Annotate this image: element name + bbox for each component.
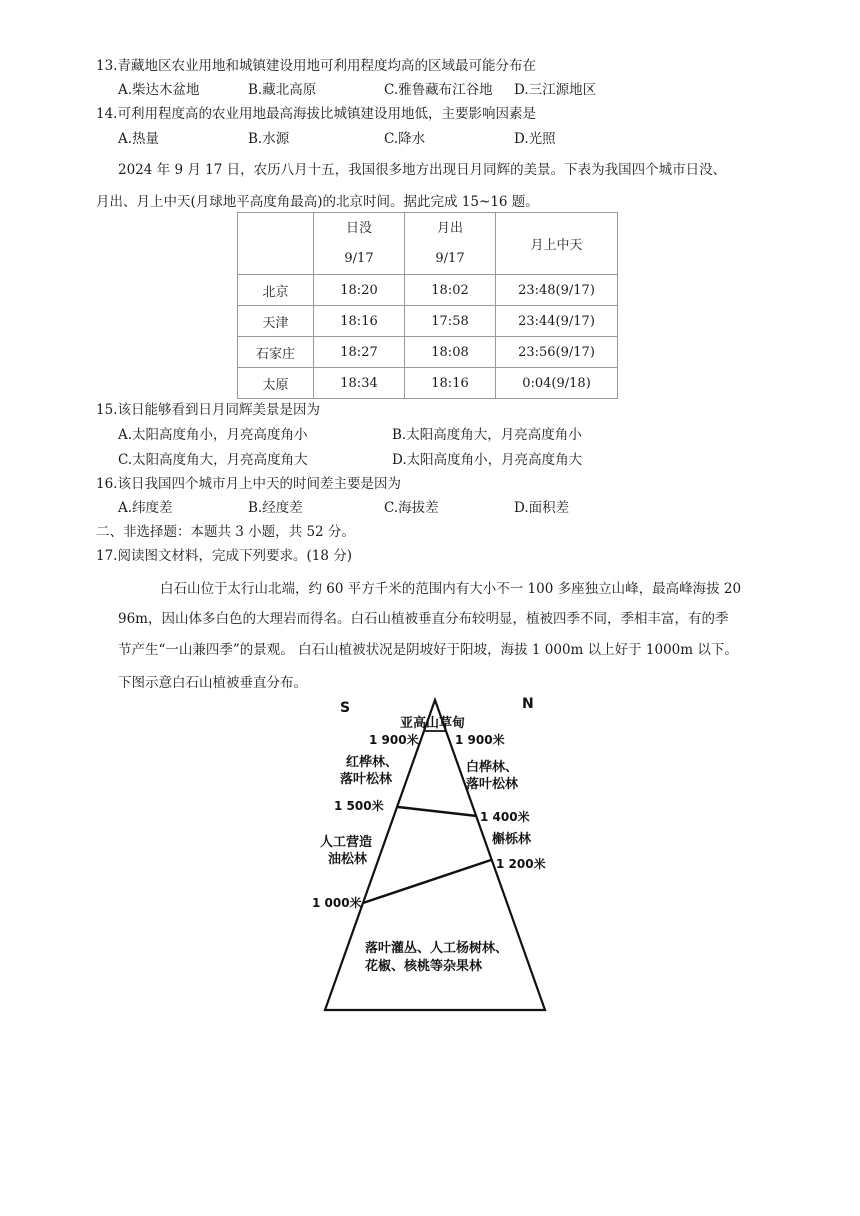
table-row (238, 306, 618, 337)
intro-line-1: 2024 年 9 月 17 日，农历八月十五，我国很多地方出现日月同辉的美景。下表为我国四个城市日没、 (118, 162, 727, 178)
table-cell-culmination: 23:48(9/17) (496, 275, 618, 306)
table-cell-sunset: 18:16 (314, 306, 405, 337)
zone-south-mid-1: 人工营造 (320, 835, 373, 850)
zone-south-upper-1: 红桦林、 (346, 755, 399, 770)
table-cell-culmination: 23:44(9/17) (496, 306, 618, 337)
table-cell-moonrise: 18:16 (405, 368, 496, 399)
table-row (238, 337, 618, 368)
table-cell-city: 石家庄 (238, 337, 314, 368)
table-cell-sunset: 18:27 (314, 337, 405, 368)
table-cell-moonrise: 18:08 (405, 337, 496, 368)
zone-north-upper-1: 白桦林、 (466, 760, 519, 775)
south-alt-1500: 1 500米 (334, 799, 384, 813)
q16-option-a: A.纬度差 (118, 500, 173, 516)
zone-north-mid: 槲栎林 (492, 832, 532, 847)
q15-option-a: A.太阳高度角小，月亮高度角小 (118, 427, 308, 443)
intro-line-2: 月出、月上中天(月球地平高度角最高)的北京时间。据此完成 15~16 题。 (96, 194, 539, 210)
q13-option-d: D.三江源地区 (514, 82, 597, 98)
table-cell-culmination: 23:56(9/17) (496, 337, 618, 368)
q14-option-b: B.水源 (248, 131, 290, 147)
table-cell-city: 天津 (238, 306, 314, 337)
south-alt-1900: 1 900米 (369, 733, 419, 747)
city-times-table (237, 212, 618, 399)
q16-stem: 16.该日我国四个城市月上中天的时间差主要是因为 (96, 476, 401, 492)
q15-stem: 15.该日能够看到日月同辉美景是因为 (96, 402, 320, 418)
q17-para-line-4: 下图示意白石山植被垂直分布。 (118, 675, 307, 691)
table-cell-moonrise: 18:02 (405, 275, 496, 306)
south-alt-1000: 1 000米 (312, 896, 362, 910)
q13-stem: 13.青藏地区农业用地和城镇建设用地可利用程度均高的区域最可能分布在 (96, 58, 536, 74)
q16-option-c: C.海拔差 (384, 500, 439, 516)
q17-para-line-1: 白石山位于太行山北端，约 60 平方千米的范围内有大小不一 100 多座独立山峰，最高峰海拔 20 (160, 581, 742, 597)
table-row (238, 368, 618, 399)
table-header-moonrise: 月出 9/17 (405, 213, 496, 275)
q14-option-c: C.降水 (384, 131, 426, 147)
north-alt-1900: 1 900米 (455, 733, 505, 747)
q15-option-b: B.太阳高度角大，月亮高度角小 (392, 427, 582, 443)
boundary-1500-1400 (398, 807, 477, 816)
north-alt-1200: 1 200米 (496, 857, 546, 871)
boundary-1000-1200 (363, 860, 491, 903)
q14-stem: 14.可利用程度高的农业用地最高海拔比城镇建设用地低，主要影响因素是 (96, 106, 536, 122)
table-header-culmination: 月上中天 (496, 213, 618, 275)
q17-para-line-3: 节产生“一山兼四季”的景观。 白石山植被状况是阴坡好于阳坡，海拔 1 000m 以上好于 1000m 以下。 (118, 642, 738, 658)
north-alt-1400: 1 400米 (480, 810, 530, 824)
zone-south-upper-2: 落叶松林 (340, 772, 393, 787)
q16-option-b: B.经度差 (248, 500, 303, 516)
vegetation-zonation-figure (300, 690, 560, 1020)
q15-option-d: D.太阳高度角小，月亮高度角大 (392, 452, 583, 468)
table-header-row (238, 213, 618, 275)
table-cell-culmination: 0:04(9/18) (496, 368, 618, 399)
q17-stem: 17.阅读图文材料，完成下列要求。(18 分) (96, 548, 352, 564)
table-cell-city: 北京 (238, 275, 314, 306)
q14-option-d: D.光照 (514, 131, 556, 147)
q15-option-c: C.太阳高度角大，月亮高度角大 (118, 452, 308, 468)
q13-option-c: C.雅鲁藏布江谷地 (384, 82, 493, 98)
table-cell-city: 太原 (238, 368, 314, 399)
south-label: S (340, 700, 351, 716)
table-cell-sunset: 18:34 (314, 368, 405, 399)
table-row (238, 275, 618, 306)
table-cell-sunset: 18:20 (314, 275, 405, 306)
zone-bottom-2: 花椒、核桃等杂果林 (365, 959, 483, 974)
q17-para-line-2: 96m，因山体多白色的大理岩而得名。白石山植被垂直分布较明显，植被四季不同，季相丰富，有的季 (118, 611, 729, 627)
table-header-corner (238, 213, 314, 275)
table-header-sunset: 日没 9/17 (314, 213, 405, 275)
zone-north-upper-2: 落叶松林 (466, 777, 519, 792)
north-label: N (522, 696, 534, 712)
q13-option-b: B.藏北高原 (248, 82, 317, 98)
section-heading: 二、非选择题：本题共 3 小题，共 52 分。 (96, 524, 355, 540)
zone-bottom-1: 落叶灌丛、人工杨树林、 (365, 941, 509, 956)
zone-south-mid-2: 油松林 (328, 852, 368, 867)
q13-option-a: A.柴达木盆地 (118, 82, 200, 98)
q16-option-d: D.面积差 (514, 500, 570, 516)
table-cell-moonrise: 17:58 (405, 306, 496, 337)
zone-alpine-meadow: 亚高山草甸 (400, 716, 466, 731)
q14-option-a: A.热量 (118, 131, 160, 147)
